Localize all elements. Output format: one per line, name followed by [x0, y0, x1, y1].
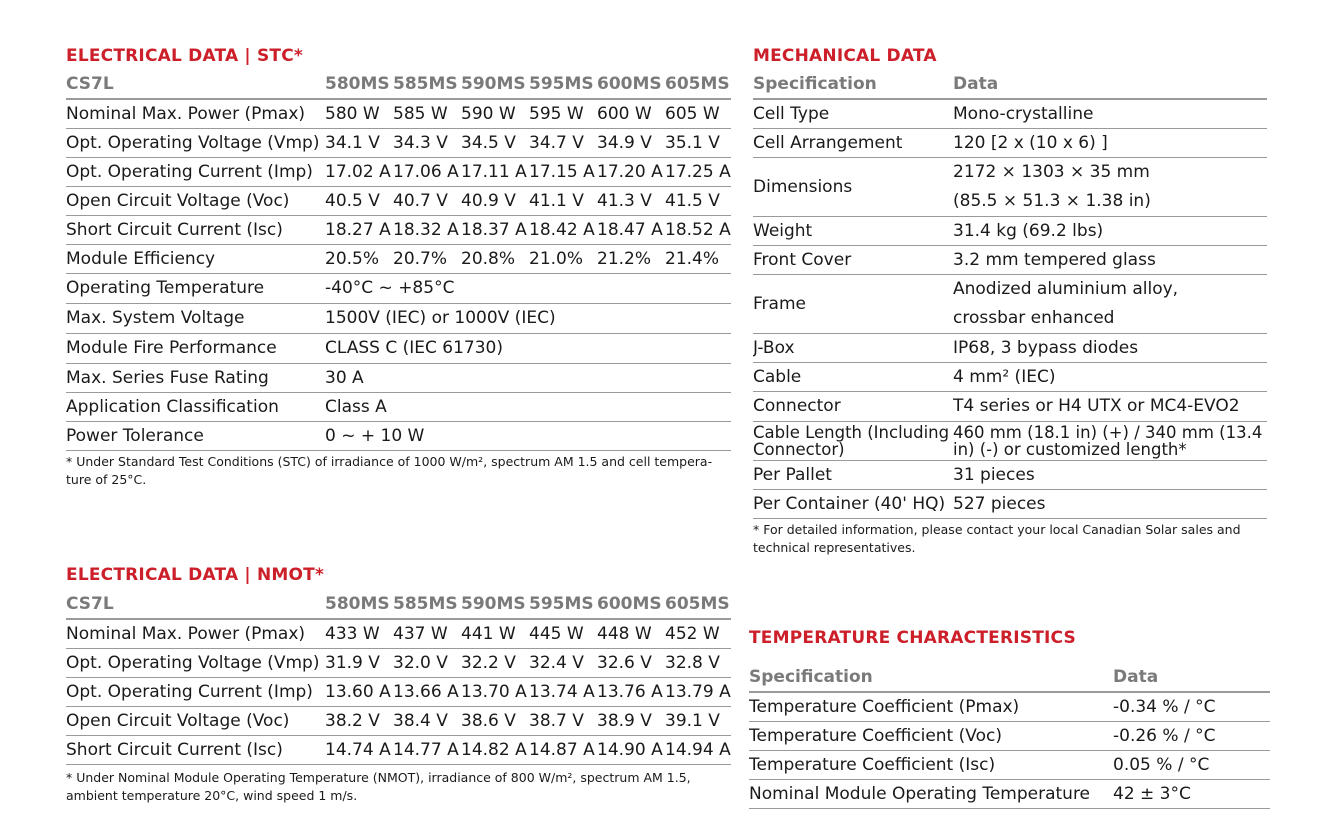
cell-value: 0.05 % / °C	[1113, 750, 1270, 779]
cell-value: 18.42 A	[529, 215, 597, 244]
cell-value: 17.20 A	[597, 157, 665, 186]
nmot-col: 605MS	[665, 589, 731, 619]
cell-value: 3.2 mm tempered glass	[953, 245, 1267, 274]
cell-value: CLASS C (IEC 61730)	[325, 333, 731, 363]
row-label: Cable	[753, 362, 953, 391]
nmot-col: 600MS	[597, 589, 665, 619]
table-row	[66, 735, 731, 764]
table-row	[66, 421, 731, 450]
cell-value: 590 W	[461, 99, 529, 128]
stc-col: 580MS	[325, 70, 393, 99]
stc-col: 585MS	[393, 70, 461, 99]
cell-value: 17.25 A	[665, 157, 731, 186]
cell-value: 17.11 A	[461, 157, 529, 186]
table-row	[749, 721, 1270, 750]
table-row	[66, 303, 731, 333]
stc-model: CS7L	[66, 70, 325, 99]
row-label: Cell Type	[753, 99, 953, 128]
table-row	[66, 333, 731, 363]
cell-value: 21.0%	[529, 244, 597, 273]
cell-value: 40.5 V	[325, 186, 393, 215]
nmot-header-row	[66, 589, 731, 619]
cell-value: Anodized aluminium alloy,	[953, 278, 1179, 299]
cell-value: 17.02 A	[325, 157, 393, 186]
cell-value: 14.87 A	[529, 735, 597, 764]
table-row	[753, 216, 1267, 245]
data-header: Data	[1113, 662, 1270, 692]
cell-value: 600 W	[597, 99, 665, 128]
table-row	[749, 750, 1270, 779]
table-row	[753, 391, 1267, 421]
row-label: Power Tolerance	[66, 421, 325, 450]
cell-value: 445 W	[529, 619, 597, 648]
cell-value: -0.26 % / °C	[1113, 721, 1270, 750]
cell-value: 31.9 V	[325, 648, 393, 677]
nmot-footnote: * Under Nominal Module Operating Temperature (NMOT), irradiance of 800 W/m², spectrum AM 1.5, ambient temperature 20°C, wind speed 1 m/s.	[66, 769, 691, 803]
cell-value: 13.60 A	[325, 677, 393, 706]
mechanical-title: MECHANICAL DATA	[753, 46, 937, 66]
row-label: Module Fire Performance	[66, 333, 325, 363]
cell-value: 32.2 V	[461, 648, 529, 677]
data-header: Data	[953, 70, 1267, 99]
stc-title: ELECTRICAL DATA | STC*	[66, 46, 303, 66]
row-label: Operating Temperature	[66, 273, 325, 303]
table-row	[753, 460, 1267, 489]
cell-value: 13.74 A	[529, 677, 597, 706]
row-label: Max. Series Fuse Rating	[66, 363, 325, 392]
spec-header: Specification	[753, 70, 953, 99]
cell-value: 14.90 A	[597, 735, 665, 764]
nmot-col: 580MS	[325, 589, 393, 619]
cell-value: 42 ± 3°C	[1113, 779, 1270, 808]
cell-value: 433 W	[325, 619, 393, 648]
temperature-header-row	[749, 662, 1270, 692]
cell-value: 38.2 V	[325, 706, 393, 735]
cell-value: 38.6 V	[461, 706, 529, 735]
table-row	[66, 619, 731, 648]
cell-value: 40.9 V	[461, 186, 529, 215]
cell-value: 580 W	[325, 99, 393, 128]
cell-value: 18.37 A	[461, 215, 529, 244]
nmot-col: 590MS	[461, 589, 529, 619]
row-label: Connector	[753, 391, 953, 421]
row-label: Frame	[753, 274, 953, 333]
cell-value: 38.4 V	[393, 706, 461, 735]
table-row	[66, 128, 731, 157]
row-label: Weight	[753, 216, 953, 245]
row-label: Open Circuit Voltage (Voc)	[66, 186, 325, 215]
cell-value: crossbar enhanced	[953, 307, 1115, 328]
cell-value: 21.4%	[665, 244, 731, 273]
row-label: Cable Length (Including Connector)	[753, 421, 953, 460]
cell-value: 20.7%	[393, 244, 461, 273]
nmot-model: CS7L	[66, 589, 325, 619]
cell-value: 41.1 V	[529, 186, 597, 215]
cell-value: 2172 × 1303 × 35 mm	[953, 161, 1150, 182]
table-row	[753, 157, 1267, 216]
row-label: Dimensions	[753, 157, 953, 216]
cell-value: 20.8%	[461, 244, 529, 273]
cell-value: 31 pieces	[953, 460, 1267, 489]
cell-value: 527 pieces	[953, 489, 1267, 518]
row-label: Front Cover	[753, 245, 953, 274]
row-label: Short Circuit Current (Isc)	[66, 215, 325, 244]
cell-value: 460 mm (18.1 in) (+) / 340 mm (13.4 in) (-) or customized length*	[953, 421, 1267, 460]
row-label: Opt. Operating Current (Imp)	[66, 157, 325, 186]
cell-value: 31.4 kg (69.2 lbs)	[953, 216, 1267, 245]
row-label: Per Pallet	[753, 460, 953, 489]
nmot-title: ELECTRICAL DATA | NMOT*	[66, 565, 325, 585]
cell-value: 14.74 A	[325, 735, 393, 764]
stc-col: 600MS	[597, 70, 665, 99]
cell-value: 38.7 V	[529, 706, 597, 735]
row-label: Opt. Operating Voltage (Vmp)	[66, 648, 325, 677]
cell-value: 13.70 A	[461, 677, 529, 706]
cell-value: 34.5 V	[461, 128, 529, 157]
table-row	[66, 273, 731, 303]
table-row	[66, 648, 731, 677]
cell-value: 32.6 V	[597, 648, 665, 677]
cell-value: 34.1 V	[325, 128, 393, 157]
nmot-table	[66, 589, 731, 765]
cell-value: 13.79 A	[665, 677, 731, 706]
cell-value: 17.06 A	[393, 157, 461, 186]
row-label: Module Efficiency	[66, 244, 325, 273]
cell-value: 18.52 A	[665, 215, 731, 244]
stc-col: 590MS	[461, 70, 529, 99]
cell-value: 35.1 V	[665, 128, 731, 157]
cell-value: 14.82 A	[461, 735, 529, 764]
table-row	[66, 363, 731, 392]
nmot-section	[66, 561, 731, 805]
cell-value: 14.94 A	[665, 735, 731, 764]
spec-header: Specification	[749, 662, 1113, 692]
cell-value: 18.27 A	[325, 215, 393, 244]
cell-value: 13.76 A	[597, 677, 665, 706]
table-row	[749, 692, 1270, 721]
row-label: Per Container (40' HQ)	[753, 489, 953, 518]
cell-value: 448 W	[597, 619, 665, 648]
cell-value: Class A	[325, 392, 731, 421]
nmot-col: 595MS	[529, 589, 597, 619]
cell-value: 30 A	[325, 363, 731, 392]
cell-value: 34.9 V	[597, 128, 665, 157]
cell-value: 38.9 V	[597, 706, 665, 735]
nmot-col: 585MS	[393, 589, 461, 619]
cell-value-multiline	[953, 274, 1267, 333]
cell-value: -40°C ~ +85°C	[325, 273, 731, 303]
table-row	[749, 779, 1270, 808]
stc-table	[66, 70, 731, 451]
mechanical-header-row	[753, 70, 1267, 99]
row-label: Opt. Operating Voltage (Vmp)	[66, 128, 325, 157]
table-row	[66, 157, 731, 186]
temperature-title: TEMPERATURE CHARACTERISTICS	[749, 628, 1076, 648]
row-label: Cell Arrangement	[753, 128, 953, 157]
cell-value: 32.8 V	[665, 648, 731, 677]
stc-col: 595MS	[529, 70, 597, 99]
cell-value: 452 W	[665, 619, 731, 648]
stc-col: 605MS	[665, 70, 731, 99]
row-label: Nominal Max. Power (Pmax)	[66, 619, 325, 648]
cell-value: 18.32 A	[393, 215, 461, 244]
table-row	[66, 215, 731, 244]
mechanical-section	[753, 42, 1267, 557]
row-label: Temperature Coefficient (Pmax)	[749, 692, 1113, 721]
row-label: Open Circuit Voltage (Voc)	[66, 706, 325, 735]
cell-value: 437 W	[393, 619, 461, 648]
table-row	[66, 677, 731, 706]
table-row	[753, 489, 1267, 518]
cell-value: T4 series or H4 UTX or MC4-EVO2	[953, 391, 1267, 421]
cell-value: 21.2%	[597, 244, 665, 273]
stc-header-row	[66, 70, 731, 99]
cell-value: 40.7 V	[393, 186, 461, 215]
cell-value: 34.3 V	[393, 128, 461, 157]
stc-footnote: * Under Standard Test Conditions (STC) of irradiance of 1000 W/m², spectrum AM 1.5 and cell tempera-ture of 25°C.	[66, 453, 713, 487]
table-row	[66, 244, 731, 273]
cell-value: 34.7 V	[529, 128, 597, 157]
cell-value: 585 W	[393, 99, 461, 128]
table-row	[753, 333, 1267, 362]
cell-value: 41.3 V	[597, 186, 665, 215]
table-row	[753, 128, 1267, 157]
table-row	[753, 274, 1267, 333]
cell-value: 13.66 A	[393, 677, 461, 706]
row-label: Application Classification	[66, 392, 325, 421]
mechanical-table	[753, 70, 1267, 519]
temperature-section	[749, 624, 1270, 809]
cell-value: 18.47 A	[597, 215, 665, 244]
cell-value: Mono-crystalline	[953, 99, 1267, 128]
row-label: Short Circuit Current (Isc)	[66, 735, 325, 764]
row-label: J-Box	[753, 333, 953, 362]
cell-value: 39.1 V	[665, 706, 731, 735]
cell-value: IP68, 3 bypass diodes	[953, 333, 1267, 362]
table-row	[66, 99, 731, 128]
row-label: Max. System Voltage	[66, 303, 325, 333]
row-label: Opt. Operating Current (Imp)	[66, 677, 325, 706]
row-label: Nominal Module Operating Temperature	[749, 779, 1113, 808]
row-label: Temperature Coefficient (Voc)	[749, 721, 1113, 750]
cell-value: 595 W	[529, 99, 597, 128]
table-row	[66, 706, 731, 735]
row-label: Temperature Coefficient (Isc)	[749, 750, 1113, 779]
table-row	[753, 245, 1267, 274]
table-row	[66, 186, 731, 215]
cell-value: 120 [2 x (10 x 6) ]	[953, 128, 1267, 157]
cell-value: 32.4 V	[529, 648, 597, 677]
cell-value: 605 W	[665, 99, 731, 128]
cell-value: 17.15 A	[529, 157, 597, 186]
row-label: Nominal Max. Power (Pmax)	[66, 99, 325, 128]
cell-value: 32.0 V	[393, 648, 461, 677]
temperature-table	[749, 662, 1270, 809]
table-row	[753, 99, 1267, 128]
mechanical-footnote: * For detailed information, please contact your local Canadian Solar sales and technical representatives.	[753, 521, 1241, 555]
cell-value: (85.5 × 51.3 × 1.38 in)	[953, 190, 1151, 211]
cell-value: 4 mm² (IEC)	[953, 362, 1267, 391]
cell-value: -0.34 % / °C	[1113, 692, 1270, 721]
cell-value: 1500V (IEC) or 1000V (IEC)	[325, 303, 731, 333]
table-row	[66, 392, 731, 421]
cell-value: 14.77 A	[393, 735, 461, 764]
cell-value: 0 ~ + 10 W	[325, 421, 731, 450]
table-row	[753, 421, 1267, 460]
cell-value: 41.5 V	[665, 186, 731, 215]
table-row	[753, 362, 1267, 391]
cell-value-multiline	[953, 157, 1267, 216]
cell-value: 441 W	[461, 619, 529, 648]
stc-section	[66, 42, 731, 489]
cell-value: 20.5%	[325, 244, 393, 273]
